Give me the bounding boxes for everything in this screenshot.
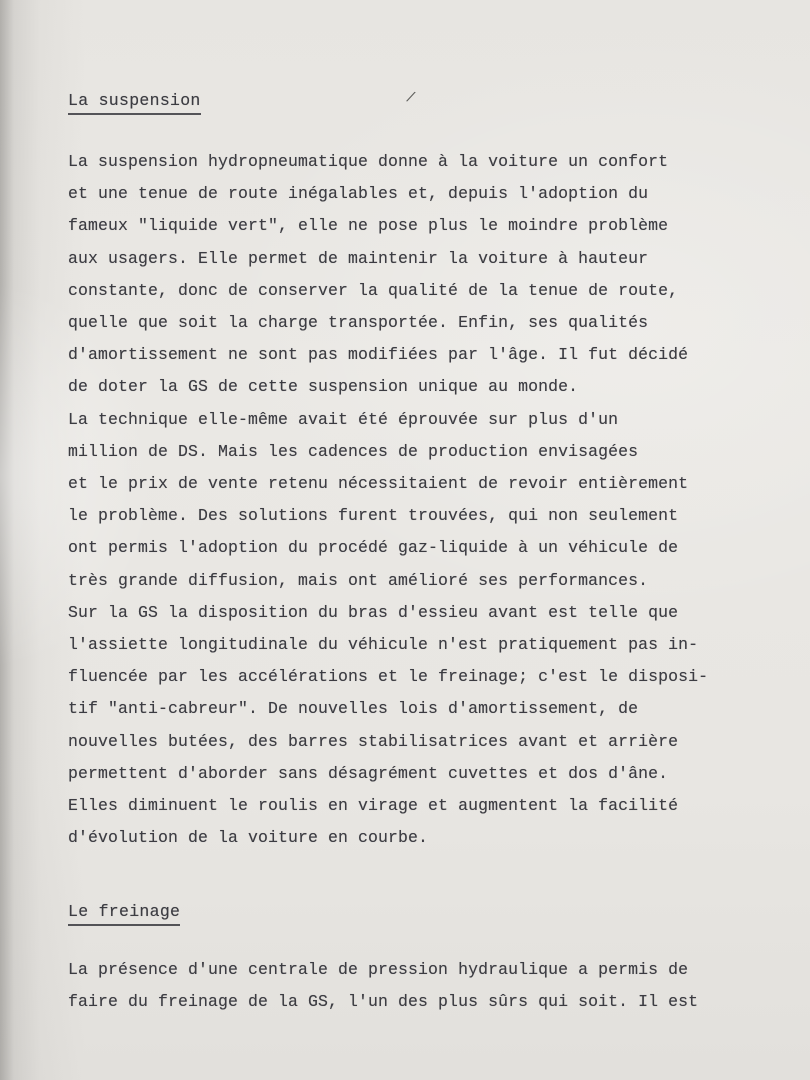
- section-heading-suspension: La suspension: [68, 90, 201, 115]
- text-line: Elles diminuent le roulis en virage et augmentent la facilité: [68, 796, 679, 816]
- text-line: La suspension hydropneumatique donne à la voiture un confort: [68, 152, 669, 171]
- text-line: aux usagers. Elle permet de maintenir la voiture à hauteur: [68, 248, 649, 268]
- pen-mark: /: [404, 89, 417, 108]
- text-line: faire du freinage de la GS, l'un des plus sûrs qui soit. Il est: [68, 992, 699, 1012]
- text-line: le problème. Des solutions furent trouvées, qui non seulement: [68, 506, 679, 526]
- text-line: Sur la GS la disposition du bras d'essieu avant est telle que: [68, 602, 679, 622]
- text-line: permettent d'aborder sans désagrément cuvettes et dos d'âne.: [68, 763, 669, 783]
- text-line: l'assiette longitudinale du véhicule n'est pratiquement pas in-: [68, 635, 699, 655]
- text-line: La présence d'une centrale de pression hydraulique a permis de: [68, 960, 689, 979]
- text-line: et le prix de vente retenu nécessitaient de revoir entièrement: [68, 474, 689, 494]
- paragraph-freinage: [68, 954, 770, 1018]
- section-heading-freinage: Le freinage: [68, 901, 180, 926]
- text-line: quelle que soit la charge transportée. Enfin, ses qualités: [68, 313, 649, 333]
- text-line: de doter la GS de cette suspension unique au monde.: [68, 377, 579, 397]
- text-line: et une tenue de route inégalables et, depuis l'adoption du: [68, 184, 649, 204]
- text-line: La technique elle-même avait été éprouvée sur plus d'un: [68, 409, 619, 429]
- text-line: fameux "liquide vert", elle ne pose plus le moindre problème: [68, 216, 669, 236]
- text-line: fluencée par les accélérations et le freinage; c'est le disposi-: [68, 667, 709, 687]
- text-line: ont permis l'adoption du procédé gaz-liquide à un véhicule de: [68, 538, 679, 558]
- paragraph-suspension: [68, 146, 770, 854]
- text-line: million de DS. Mais les cadences de production envisagées: [68, 441, 639, 461]
- text-line: d'amortissement ne sont pas modifiées par l'âge. Il fut décidé: [68, 345, 689, 365]
- text-line: d'évolution de la voiture en courbe.: [68, 828, 429, 848]
- text-line: constante, donc de conserver la qualité de la tenue de route,: [68, 280, 679, 300]
- text-line: tif "anti-cabreur". De nouvelles lois d'amortissement, de: [68, 699, 639, 719]
- text-line: nouvelles butées, des barres stabilisatrices avant et arrière: [68, 731, 679, 751]
- text-line: très grande diffusion, mais ont amélioré ses performances.: [68, 570, 649, 590]
